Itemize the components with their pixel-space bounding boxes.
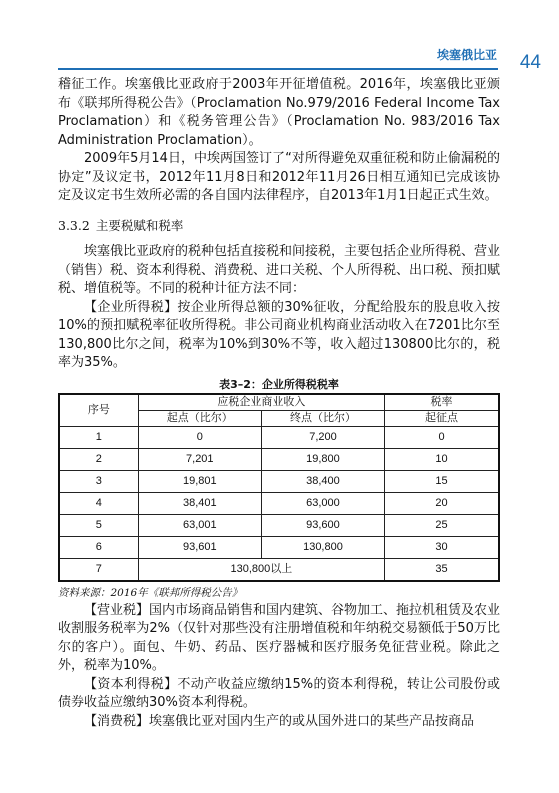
header-divider: [58, 68, 498, 70]
cell-end: 19,800: [261, 448, 384, 470]
cell-seq: 3: [59, 470, 138, 492]
table-caption: 表3–2：企业所得税税率: [219, 377, 339, 391]
paragraph-1: 稽征工作。埃塞俄比亚政府于2003年开征增值税。2016年，埃塞俄比亚颁布《联邦所得税公告》（Proclamation No.979/2016 Federal Income Tax Proclamation）和《税务管理公告》（Proclamation No. 983/2016 Tax Administration Proclamation）。: [58, 77, 500, 148]
cell-start: 0: [138, 426, 261, 448]
section-title: 主要税赋和税率: [95, 217, 184, 233]
cell-rate: 0: [385, 426, 499, 448]
cell-rate: 20: [385, 492, 499, 514]
cell-end: 93,600: [261, 514, 384, 536]
header-rate-start: 起征点: [385, 410, 499, 426]
cell-rate: 15: [385, 470, 499, 492]
header-title: 埃塞俄比亚: [436, 48, 497, 62]
table-row: [59, 536, 499, 558]
cell-end: 63,000: [261, 492, 384, 514]
cell-rate: 10: [385, 448, 499, 470]
table-row: [59, 448, 499, 470]
table-header-row: [59, 394, 499, 411]
table-row: [59, 514, 499, 536]
header-end: 终点（比尔）: [261, 410, 384, 426]
cell-start: 93,601: [138, 536, 261, 558]
header-income-group: 应税企业商业收入: [138, 394, 384, 411]
cell-end: 7,200: [261, 426, 384, 448]
cell-start: 63,001: [138, 514, 261, 536]
cell-rate: 30: [385, 536, 499, 558]
cell-seq: 7: [59, 558, 138, 581]
cell-range: 130,800以上: [138, 558, 384, 581]
table-row: [59, 492, 499, 514]
header-seq: 序号: [59, 394, 138, 427]
cell-seq: 1: [59, 426, 138, 448]
section-heading: [58, 217, 500, 236]
cell-start: 19,801: [138, 470, 261, 492]
cell-start: 7,201: [138, 448, 261, 470]
paragraph-5: 【营业税】国内市场商品销售和国内建筑、谷物加工、拖拉机租赁及农业收割服务税率为2%（仅针对那些没有注册增值税和年纳税交易额低于50万比尔的客户）。面包、牛奶、药品、医疗器械和医疗服务免征营业税。除此之外，税率为10%。: [58, 602, 501, 673]
cell-seq: 6: [59, 536, 138, 558]
section-number: 3.3.2: [58, 217, 90, 233]
cell-rate: 35: [385, 558, 499, 581]
cell-seq: 5: [59, 514, 138, 536]
cell-end: 38,400: [261, 470, 384, 492]
paragraph-4: 【企业所得税】按企业所得总额的30%征收，分配给股东的股息收入按10%的预扣赋税率征收所得税。非公司商业机构商业活动收入在7201比尔至130,800比尔之间，税率为10%到30%不等，收入超过130800比尔的，税率为35%。: [58, 299, 500, 370]
table-row: [59, 558, 499, 581]
paragraph-7: 【消费税】埃塞俄比亚对国内生产的或从国外进口的某些产品按商品: [84, 713, 475, 729]
cell-rate: 25: [385, 514, 499, 536]
tax-rate-table: [58, 393, 500, 582]
page-number: 44: [519, 52, 541, 73]
paragraph-6: 【资本利得税】不动产收益应缴纳15%的资本利得税，转让公司股份或债券收益应缴纳30%资本利得税。: [58, 676, 500, 710]
cell-seq: 4: [59, 492, 138, 514]
table-row: [59, 426, 499, 448]
paragraph-3: 埃塞俄比亚政府的税种包括直接税和间接税，主要包括企业所得税、营业（销售）税、资本利得税、消费税、进口关税、个人所得税、出口税、预扣赋税、增值税等。不同的税种计征方法不同：: [58, 244, 501, 296]
paragraph-2: 2009年5月14日，中埃两国签订了“对所得避免双重征税和防止偷漏税的协定”及议定书，2012年11月8日和2012年11月26日相互通知已完成该协定及议定书生效所必需的各自国内法律程序，自2013年1月1日起正式生效。: [58, 151, 500, 203]
header-rate-group: 税率: [385, 394, 499, 411]
cell-seq: 2: [59, 448, 138, 470]
table-row: [59, 470, 499, 492]
table-source-note: 资料来源：2016年《联邦所得税公告》: [58, 586, 243, 599]
cell-end: 130,800: [261, 536, 384, 558]
page-content: [58, 76, 500, 731]
cell-start: 38,401: [138, 492, 261, 514]
header-start: 起点（比尔）: [138, 410, 261, 426]
